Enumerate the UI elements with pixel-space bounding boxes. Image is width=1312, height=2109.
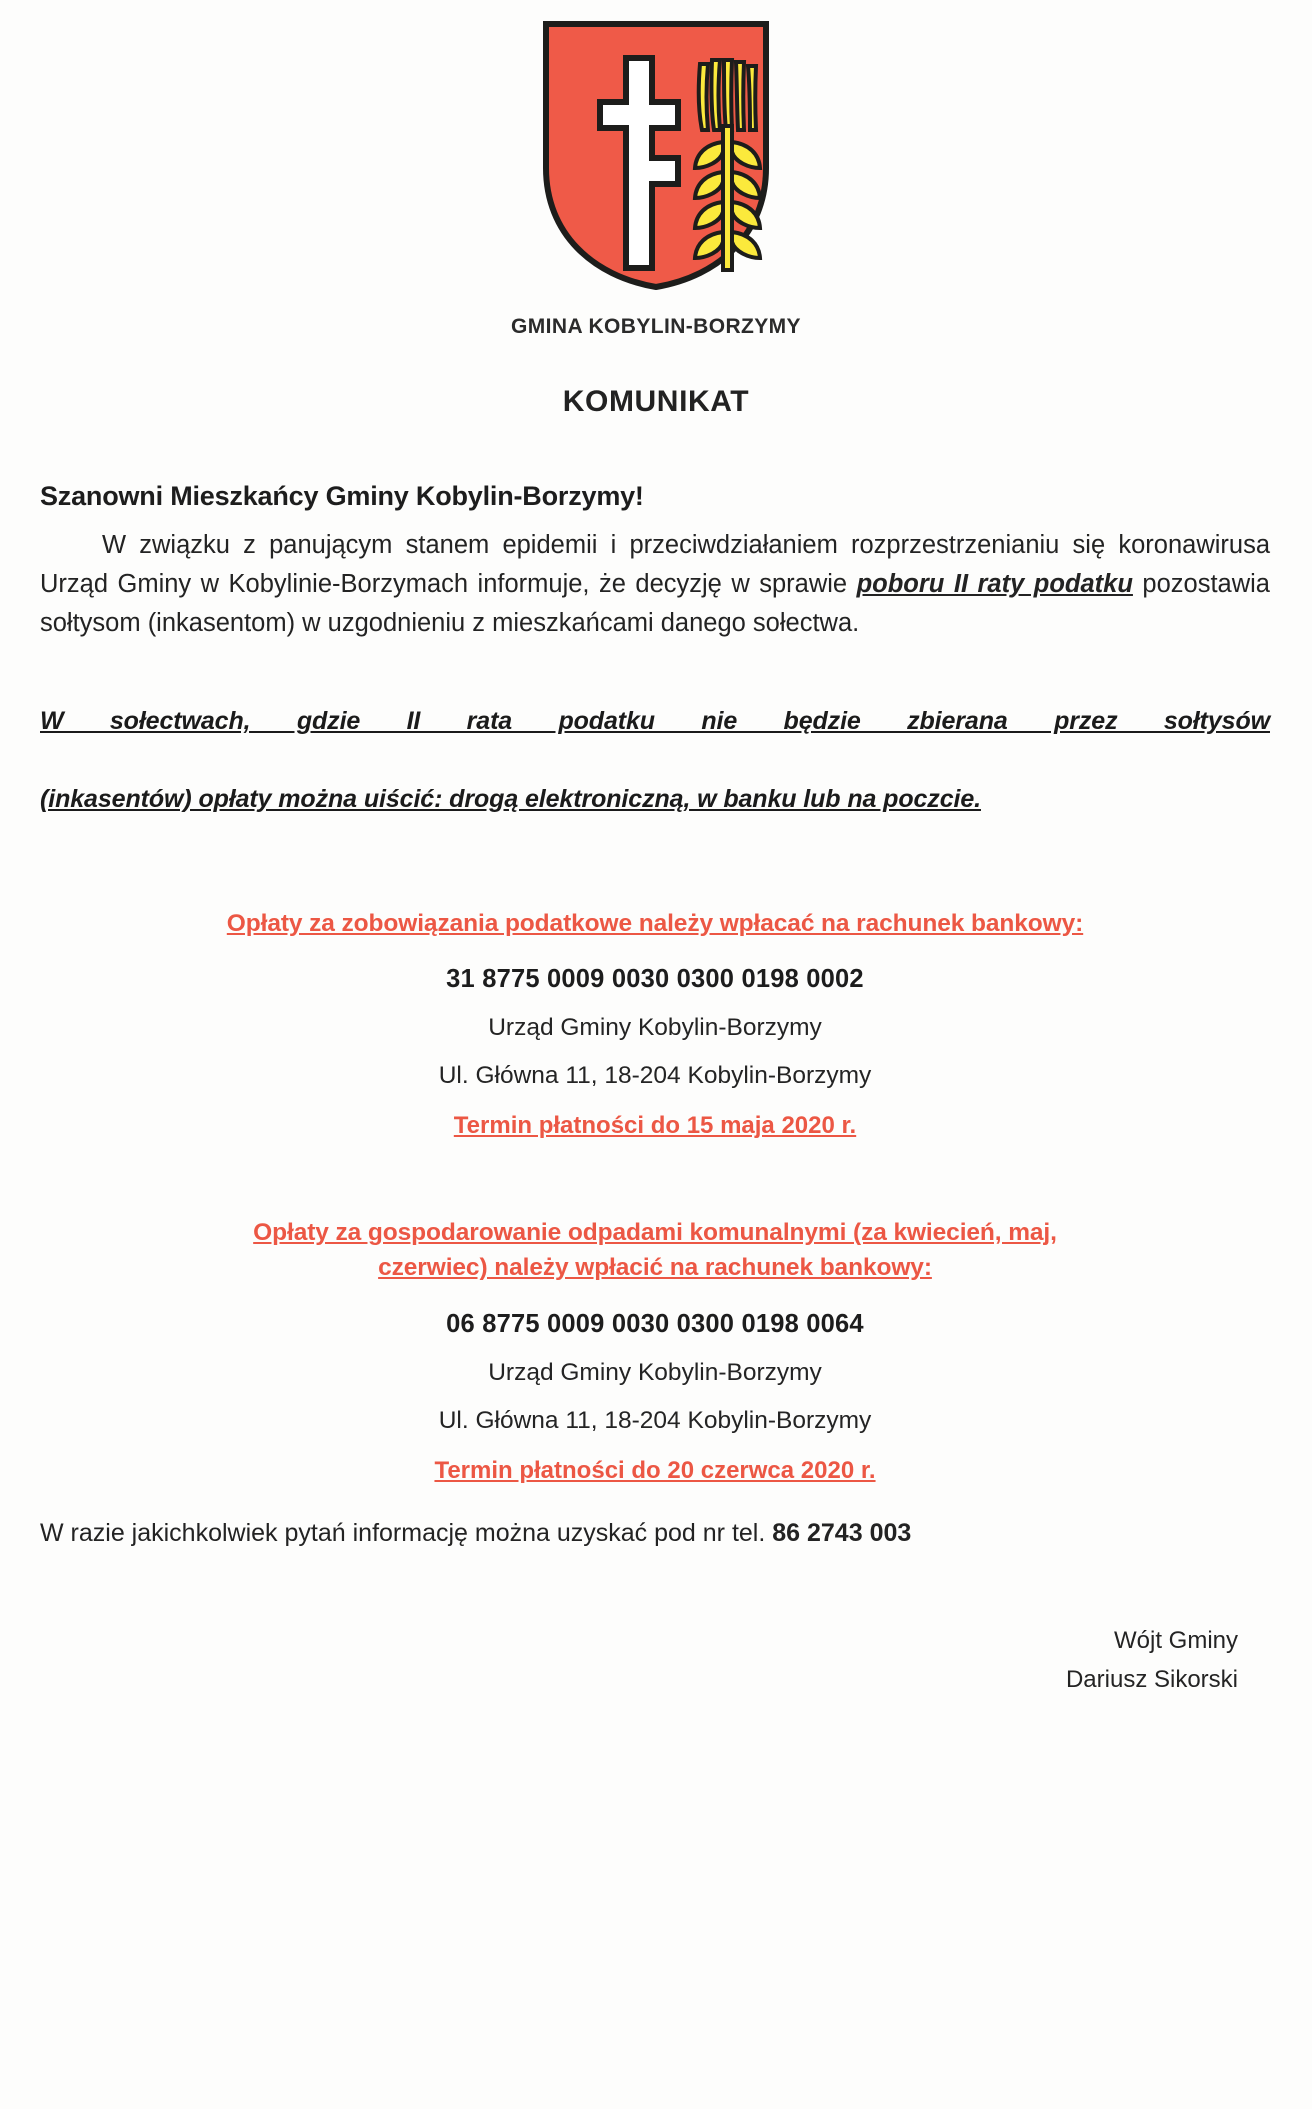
emphasis-line-1: W sołectwach, gdzie II rata podatku nie będzie zbierana przez sołtysów [40,707,1270,736]
intro-part-1: W związku z panującym stanem epidemii i przeciwdziałaniem rozprzestrzenianiu się koronawirusa Urząd Gminy w Kobylinie-Borzymach informuje, że decyzję w sprawie [40,531,1270,598]
intro-part-2: pozostawia sołtysom (inkasentom) w uzgodnieniu z mieszkańcami danego sołectwa. [40,569,1270,637]
account-number-waste: 06 8775 0009 0030 0300 0198 0064 [446,1309,864,1338]
signature-name: Dariusz Sikorski [1065,1665,1238,1693]
contact-phone: 86 2743 003 [772,1518,912,1547]
signature-block [40,1622,1270,1700]
contact-line [40,1519,1270,1548]
office-name-tax: Urząd Gminy Kobylin-Borzymy [488,1014,822,1042]
document-type-heading: KOMUNIKAT [562,385,750,418]
payment-heading-tax [40,907,1270,942]
payment-heading-waste-line-2: czerwiec) należy wpłacić na rachunek bankowy: [378,1254,932,1282]
organization-name: GMINA KOBYLIN-BORZYMY [511,315,801,338]
emphasis-line-2: (inkasentów) opłaty można uiścić: drogą elektroniczną, w banku lub na poczcie. [40,784,981,813]
office-address-waste: Ul. Główna 11, 18-204 Kobylin-Borzymy [438,1406,872,1434]
contact-text: W razie jakichkolwiek pytań informację można uzyskać pod nr tel. [40,1518,773,1547]
office-address-tax: Ul. Główna 11, 18-204 Kobylin-Borzymy [438,1062,872,1090]
payment-heading-waste [40,1216,1270,1286]
coat-of-arms-icon [540,18,772,293]
intro-emphasis: poboru II raty podatku [856,569,1133,598]
document-body [0,481,1312,1700]
intro-paragraph [40,526,1270,642]
office-name-waste: Urząd Gminy Kobylin-Borzymy [488,1358,822,1386]
payment-section-tax [40,907,1270,1141]
signature-role: Wójt Gminy [1113,1626,1238,1654]
account-number-tax: 31 8775 0009 0030 0300 0198 0002 [446,965,864,994]
crest-container [0,0,1312,293]
greeting-line: Szanowni Mieszkańcy Gminy Kobylin-Borzymy! [40,481,644,511]
payment-heading-waste-line-1: Opłaty za gospodarowanie odpadami komunalnymi (za kwiecień, maj, [253,1219,1057,1247]
deadline-waste: Termin płatności do 20 czerwca 2020 r. [434,1456,876,1484]
payment-section-waste [40,1216,1270,1485]
deadline-tax: Termin płatności do 15 maja 2020 r. [453,1112,857,1140]
emphasis-block [40,702,1270,818]
payment-heading-tax-line-1: Opłaty za zobowiązania podatkowe należy wpłacać na rachunek bankowy: [226,909,1084,937]
